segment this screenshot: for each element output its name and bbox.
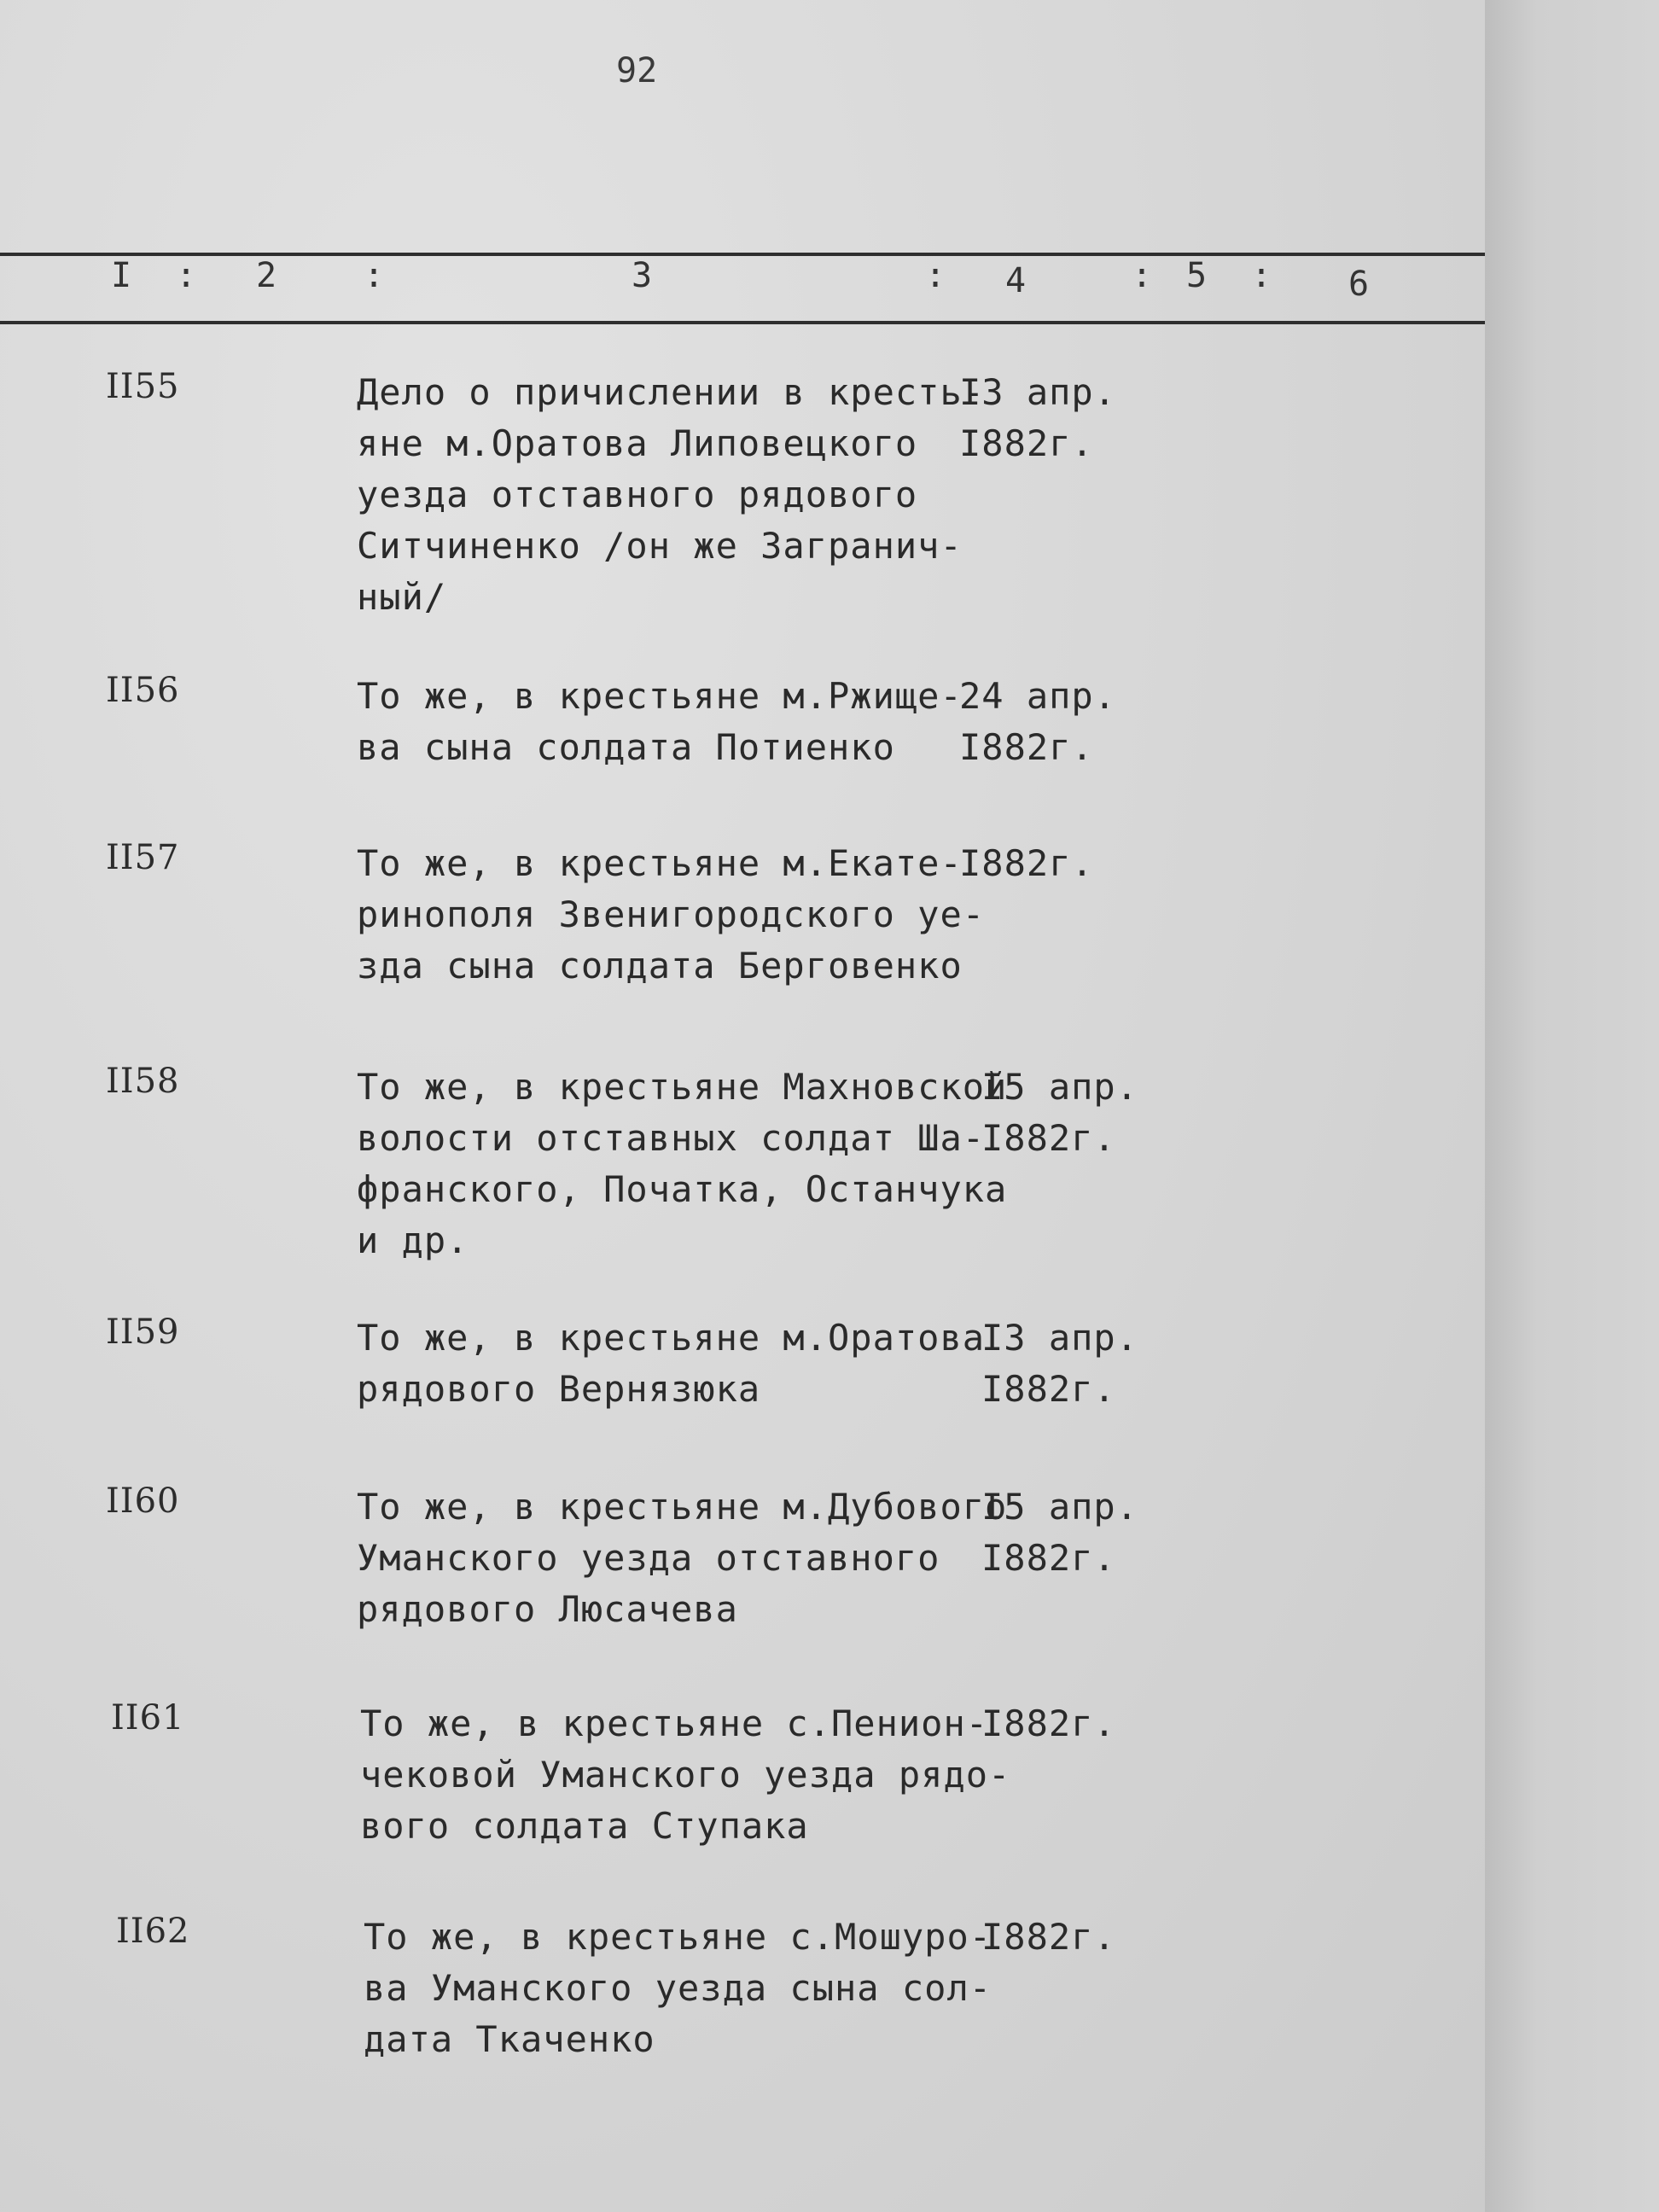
description-line: волости отставных солдат Ша-: [357, 1117, 986, 1159]
description-line: рядового Люсачева: [357, 1588, 738, 1630]
record-description: [357, 1313, 986, 1415]
date-line: I882г.: [981, 1916, 1116, 1958]
record-date: [981, 1912, 1116, 1963]
date-line: I3 апр.: [981, 1317, 1139, 1359]
date-line: I882г.: [959, 842, 1094, 884]
record-description: [357, 1481, 1008, 1635]
description-line: Дело о причислении в кресть-: [357, 371, 986, 413]
date-line: I882г.: [981, 1537, 1116, 1579]
date-line: 24 апр.: [959, 675, 1117, 717]
record-date: [981, 1062, 1138, 1164]
record-number: II57: [106, 838, 180, 877]
description-line: яне м.Оратова Липовецкого: [357, 422, 918, 464]
column-separator: :: [1132, 256, 1153, 295]
description-line: чековой Уманского уезда рядо-: [360, 1754, 1011, 1796]
record-number: II58: [106, 1062, 180, 1101]
record-description: [364, 1912, 992, 2065]
column-header-2: 2: [256, 256, 277, 295]
date-line: I882г.: [959, 422, 1094, 464]
description-line: Ситчиненко /он же Загранич-: [357, 525, 963, 567]
description-line: То же, в крестьяне Махновской: [357, 1066, 1008, 1108]
record-number: II59: [106, 1313, 180, 1352]
record-date: [981, 1481, 1138, 1584]
column-header-5: 5: [1186, 256, 1208, 295]
record-date: [959, 838, 1094, 889]
record-number: II61: [111, 1698, 185, 1738]
description-line: То же, в крестьяне м.Дубового: [357, 1486, 1008, 1528]
description-line: То же, в крестьяне м.Ржище-: [357, 675, 963, 717]
record-date: [981, 1313, 1138, 1415]
record-description: [357, 671, 971, 773]
scan-margin: [1485, 0, 1659, 2212]
column-separator: :: [1251, 256, 1272, 295]
record-number: II60: [106, 1481, 180, 1521]
record-description: [360, 1698, 1011, 1852]
description-line: ва Уманского уезда сына сол-: [364, 1967, 992, 2009]
record-number: II62: [116, 1912, 190, 1951]
column-header-1: I: [111, 256, 132, 295]
record-description: [357, 367, 986, 623]
description-line: уезда отставного рядового: [357, 474, 918, 515]
description-line: Уманского уезда отставного: [357, 1537, 940, 1579]
record-date: [981, 1698, 1116, 1749]
page-number: 92: [616, 51, 658, 90]
date-line: I882г.: [981, 1368, 1116, 1410]
column-separator: :: [925, 256, 946, 295]
description-line: То же, в крестьяне м.Оратова: [357, 1317, 986, 1359]
description-line: вого солдата Ступака: [360, 1805, 809, 1847]
date-line: I882г.: [959, 726, 1094, 768]
description-line: рядового Вернязюка: [357, 1368, 761, 1410]
column-header-4: 4: [1005, 261, 1027, 300]
header-rule-bottom: [0, 321, 1485, 324]
record-date: [959, 367, 1116, 469]
column-separator: :: [176, 256, 197, 295]
record-number: II56: [106, 671, 180, 710]
record-description: [357, 838, 986, 992]
description-line: ва сына солдата Потиенко: [357, 726, 895, 768]
description-line: ринополя Звенигородского уе-: [357, 894, 986, 935]
date-line: I882г.: [981, 1703, 1116, 1744]
description-line: То же, в крестьяне с.Пенион-: [360, 1703, 989, 1744]
date-line: I3 апр.: [959, 371, 1117, 413]
date-line: I5 апр.: [981, 1066, 1139, 1108]
description-line: ный/: [357, 576, 447, 618]
description-line: дата Ткаченко: [364, 2018, 655, 2060]
column-header-6: 6: [1348, 265, 1370, 304]
description-line: и др.: [357, 1220, 469, 1261]
description-line: То же, в крестьяне м.Екате-: [357, 842, 963, 884]
record-number: II55: [106, 367, 180, 406]
description-line: зда сына солдата Берговенко: [357, 945, 963, 987]
record-date: [959, 671, 1116, 773]
date-line: I5 апр.: [981, 1486, 1139, 1528]
column-separator: :: [364, 256, 385, 295]
date-line: I882г.: [981, 1117, 1116, 1159]
column-header-3: 3: [632, 256, 653, 295]
description-line: То же, в крестьяне с.Мошуро-: [364, 1916, 992, 1958]
record-description: [357, 1062, 1008, 1266]
description-line: франского, Початка, Останчука: [357, 1168, 1008, 1210]
